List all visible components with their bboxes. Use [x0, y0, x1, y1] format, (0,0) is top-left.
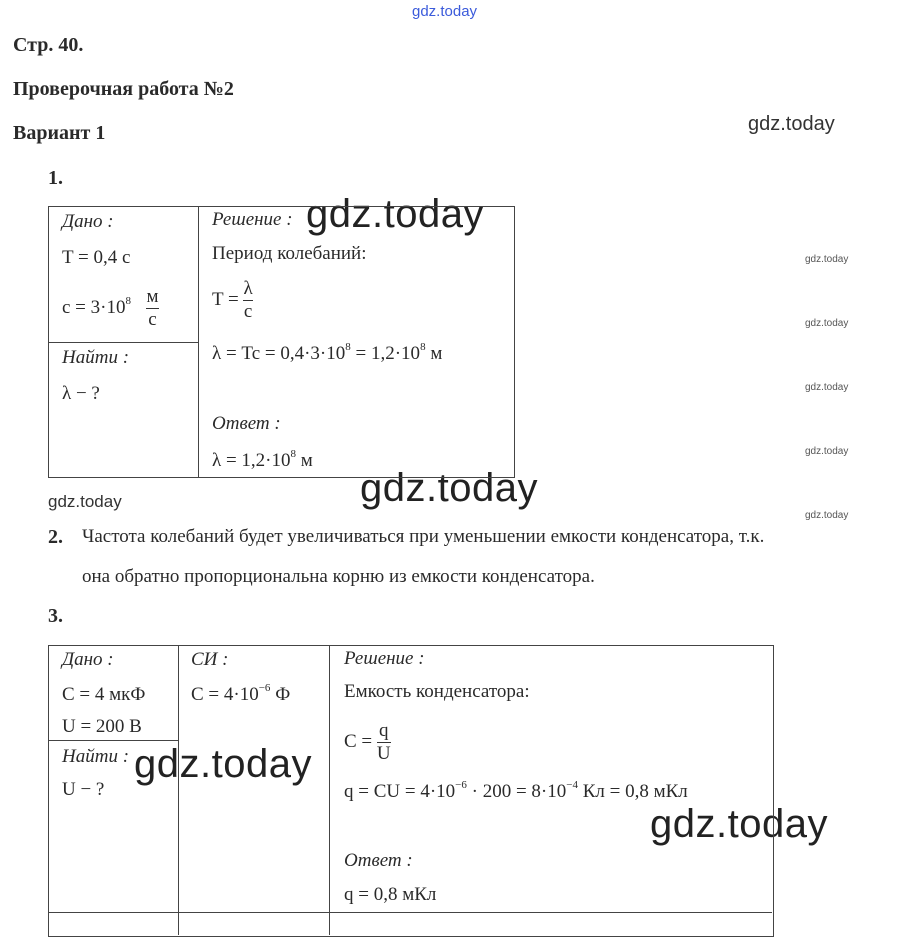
task1-solution-label: Решение : [212, 209, 293, 230]
task3-si-value: $C = 4\cdot 10^{-6}$ Ф [191, 682, 291, 705]
watermark-tiny: gdz.today [805, 446, 849, 457]
watermark-top: gdz.today [412, 3, 478, 20]
watermark-big: gdz.today [650, 802, 828, 846]
work-title: Проверочная работа №2 [13, 78, 234, 100]
task3-given-voltage: U = 200 В [62, 716, 142, 737]
watermark-big: gdz.today [134, 742, 312, 786]
watermark: gdz.today [748, 113, 835, 135]
task2-number: 2. [48, 526, 63, 548]
watermark-tiny: gdz.today [805, 254, 849, 265]
task1-find-label: Найти : [62, 347, 130, 368]
task3-number: 3. [48, 605, 63, 627]
task1-given-label: Дано : [62, 211, 114, 232]
page-number: Стр. 40. [13, 34, 84, 56]
task3-calculation: q = CU = $4\cdot 10^{-6} \cdot 200 = 8\cdot 10^{-4}$ Кл = 0,8 мКл [344, 779, 688, 802]
task1-answer-label: Ответ : [212, 413, 281, 434]
task3-find-label: Найти : [62, 746, 130, 767]
task3-capacity-text: Емкость конденсатора: [344, 681, 530, 702]
task1-period-text: Период колебаний: [212, 243, 367, 264]
task1-formula: T = $\frac{\lambda}{c}$ [212, 278, 253, 322]
task1-find: λ − ? [62, 383, 100, 404]
watermark-tiny: gdz.today [805, 318, 849, 329]
task3-si-label: СИ : [191, 649, 229, 670]
task1-calculation: $\lambda = Tc = 0,4\cdot 3\cdot 10^8 = 1,2\cdot 10^8$ м [212, 341, 443, 364]
watermark: gdz.today [48, 492, 122, 511]
task3-given-label: Дано : [62, 649, 114, 670]
variant-title: Вариант 1 [13, 122, 106, 144]
task3-answer: q = 0,8 мКл [344, 884, 437, 905]
task1-number: 1. [48, 167, 63, 189]
task2-line1: Частота колебаний будет увеличиваться при уменьшении емкости конденсатора, т.к. [82, 526, 765, 547]
task2-line2: она обратно пропорциональна корню из емкости конденсатора. [82, 566, 595, 587]
task1-given-period: T = 0,4 с [62, 247, 131, 268]
watermark-tiny: gdz.today [805, 510, 849, 521]
watermark-tiny: gdz.today [805, 382, 849, 393]
task3-given-capacity: C = 4 мкФ [62, 684, 146, 705]
task3-solution-label: Решение : [344, 648, 425, 669]
watermark-big: gdz.today [360, 466, 538, 510]
task3-formula: C = $\frac{q}{U}$ [344, 720, 391, 764]
task1-given-speed: $c = 3\cdot 10^8$ $\frac{м}{с}$ [62, 286, 159, 330]
watermark-big: gdz.today [306, 192, 484, 236]
task1-answer: $\lambda = 1,2\cdot 10^8$ м [212, 448, 313, 471]
task3-find: U − ? [62, 779, 105, 800]
task3-answer-label: Ответ : [344, 850, 413, 871]
